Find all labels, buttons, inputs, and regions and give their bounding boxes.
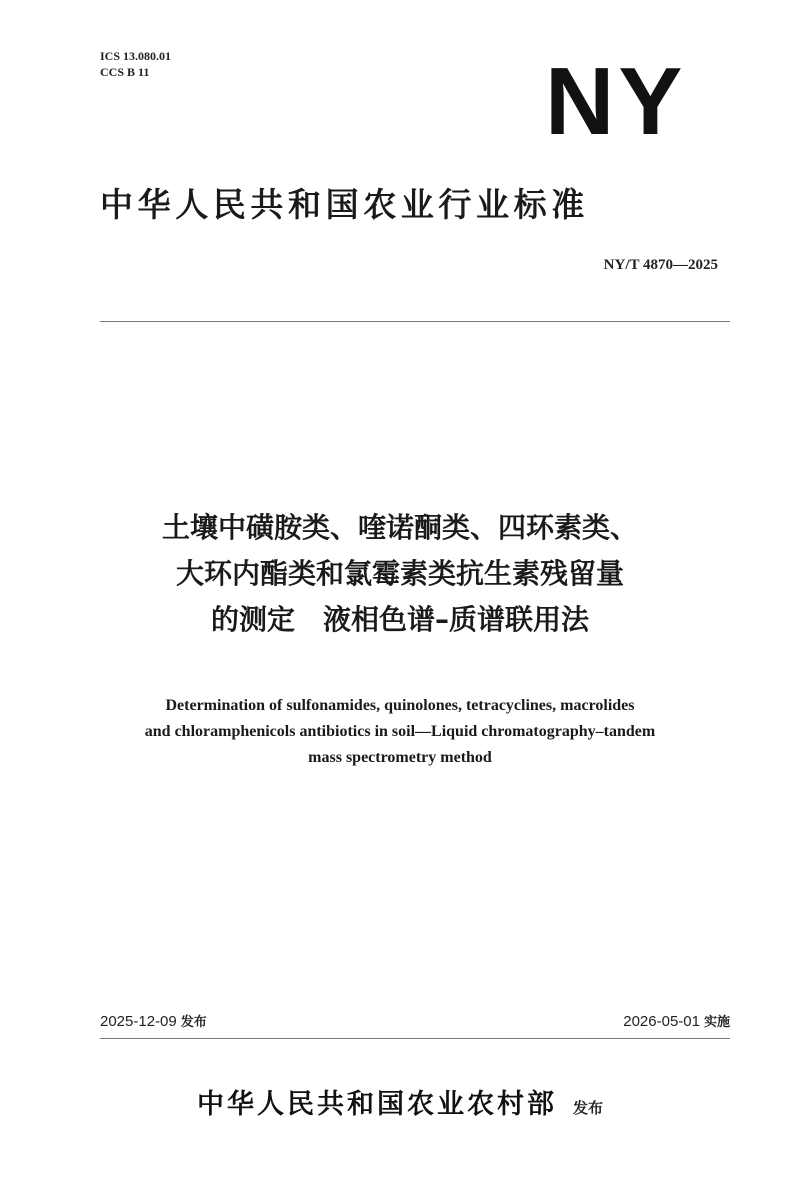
english-title <box>60 693 740 771</box>
classification-codes <box>100 48 171 80</box>
issuer-name: 中华人民共和国农业农村部 <box>196 1089 557 1120</box>
implement-label: 实施 <box>703 1015 730 1030</box>
implement-date-block <box>623 1012 730 1033</box>
top-divider <box>100 321 730 322</box>
chinese-title-line: 土壤中磺胺类、喹诺酮类、四环素类、 <box>161 511 638 544</box>
ny-logo: NY <box>545 48 687 155</box>
english-title-line: Determination of sulfonamides, quinolones, tetracyclines, macrolides <box>165 697 635 714</box>
issue-label: 发布 <box>180 1015 207 1030</box>
issuer-label: 发布 <box>572 1099 603 1117</box>
issuer-block <box>0 1082 800 1121</box>
ccs-code: CCS B 11 <box>100 65 150 79</box>
issue-date-block <box>100 1012 207 1033</box>
english-title-line: and chloramphenicols antibiotics in soil—Liquid chromatography–tandem <box>144 723 656 740</box>
chinese-title-line: 的测定 液相色谱–质谱联用法 <box>210 603 589 636</box>
english-title-line: mass spectrometry method <box>308 749 492 766</box>
ics-code: ICS 13.080.01 <box>100 49 172 63</box>
bottom-divider <box>100 1038 730 1039</box>
chinese-title-line: 大环内酯类和氯霉素类抗生素残留量 <box>175 557 624 590</box>
issue-date: 2025-12-09 <box>100 1013 177 1030</box>
implement-date: 2026-05-01 <box>623 1013 700 1030</box>
standard-number: NY/T 4870—2025 <box>603 257 718 273</box>
chinese-title <box>60 505 740 643</box>
standard-type-title: 中华人民共和国农业行业标准 <box>100 185 589 224</box>
